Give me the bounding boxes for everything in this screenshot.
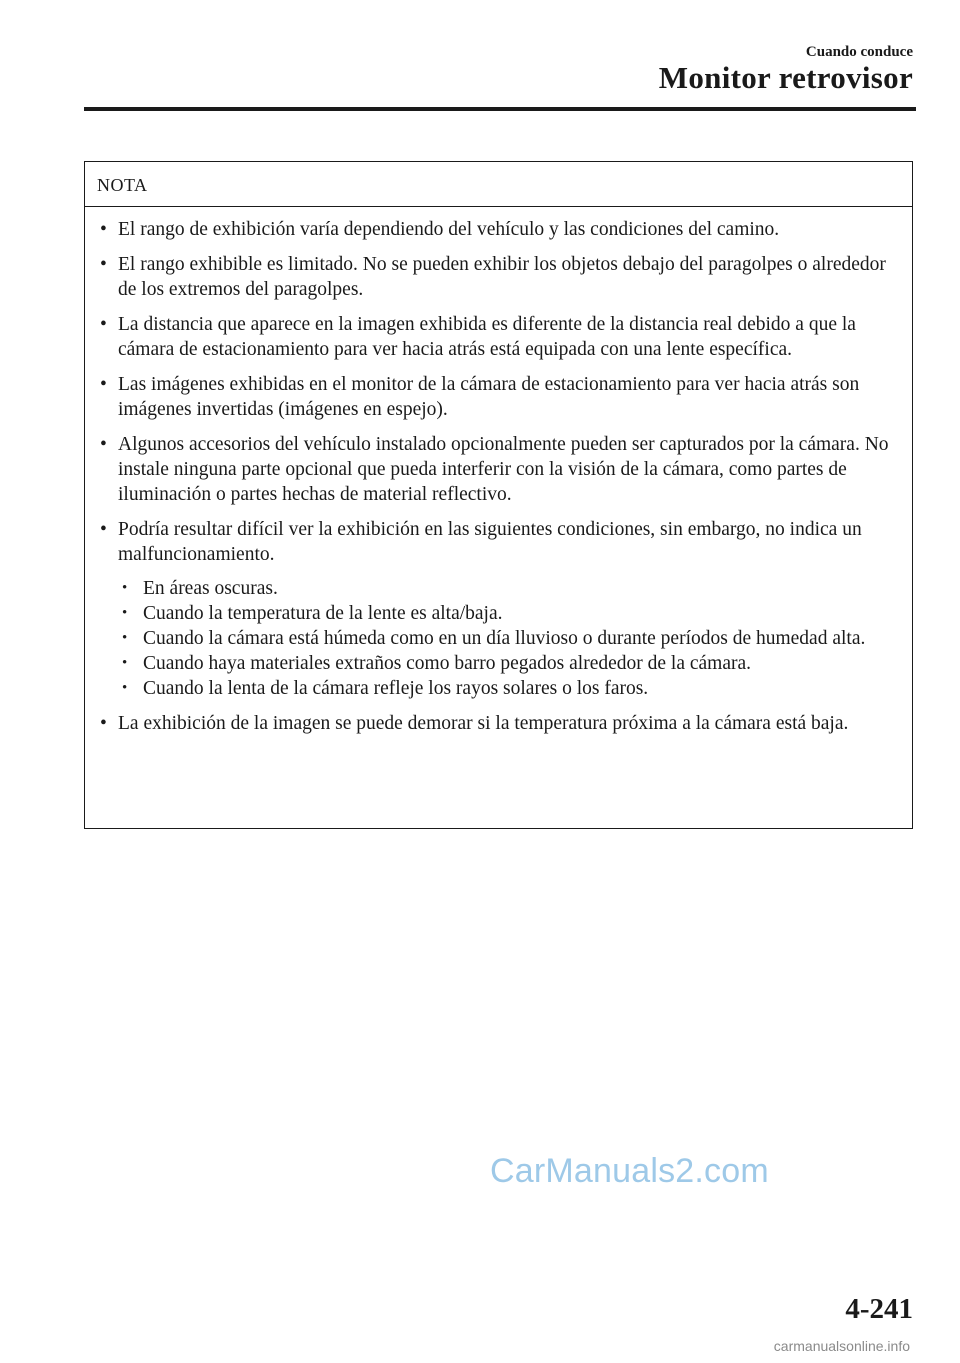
bullet-icon: • [100, 374, 107, 395]
condition-text: Cuando la cámara está húmeda como en un día lluvioso o durante períodos de humedad alta. [143, 628, 866, 649]
conditions-list [118, 576, 904, 701]
note-item-text: Algunos accesorios del vehículo instalado opcionalmente pueden ser capturados por la cámara. No instale ninguna parte opcional que pueda interferir con la visión de la cámara, como partes de iluminación o partes hechas de material reflectivo. [118, 434, 889, 505]
note-label: NOTA [85, 162, 912, 207]
condition-text: Cuando haya materiales extraños como barro pegados alrededor de la cámara. [143, 653, 752, 674]
note-list [85, 207, 912, 736]
condition-item-1 [118, 576, 904, 601]
note-item-7 [85, 711, 912, 736]
note-box [84, 161, 913, 829]
condition-item-5 [118, 676, 904, 701]
note-item-text: La exhibición de la imagen se puede demorar si la temperatura próxima a la cámara está baja. [118, 713, 849, 734]
condition-item-3 [118, 626, 904, 651]
condition-text: Cuando la lenta de la cámara refleje los rayos solares o los faros. [143, 678, 649, 699]
note-item-text: Las imágenes exhibidas en el monitor de la cámara de estacionamiento para ver hacia atrás son imágenes invertidas (imágenes en espejo). [118, 374, 860, 420]
note-item-5 [85, 432, 912, 507]
note-item-text: El rango exhibible es limitado. No se pueden exhibir los objetos debajo del paragolpes o alrededor de los extremos del paragolpes. [118, 254, 886, 300]
section-title: Cuando conduce [805, 44, 913, 60]
footer-watermark: carmanualsonline.info [773, 1338, 910, 1354]
bullet-icon: • [100, 219, 107, 240]
note-item-2 [85, 252, 912, 302]
page-title: Monitor retrovisor [658, 60, 913, 95]
note-item-text: El rango de exhibición varía dependiendo del vehículo y las condiciones del camino. [118, 219, 780, 240]
condition-item-4 [118, 651, 904, 676]
condition-text: En áreas oscuras. [143, 578, 278, 599]
note-item-1 [85, 217, 912, 242]
bullet-icon: • [100, 519, 107, 540]
bullet-icon: • [100, 254, 107, 275]
page-number: 4-241 [845, 1293, 913, 1325]
note-item-3 [85, 312, 912, 362]
sub-bullet-icon: • [122, 605, 128, 621]
sub-bullet-icon: • [122, 580, 128, 596]
note-item-4 [85, 372, 912, 422]
condition-text: Cuando la temperatura de la lente es alta/baja. [143, 603, 503, 624]
sub-bullet-icon: • [122, 680, 128, 696]
note-item-6 [85, 517, 912, 701]
note-item-text: Podría resultar difícil ver la exhibición en las siguientes condiciones, sin embargo, no indica un malfuncionamiento. [118, 519, 862, 565]
watermark-text: CarManuals2.com [490, 1152, 769, 1190]
note-item-text: La distancia que aparece en la imagen exhibida es diferente de la distancia real debido a que la cámara de estacionamiento para ver hacia atrás está equipada con una lente específica. [118, 314, 856, 360]
bullet-icon: • [100, 314, 107, 335]
bullet-icon: • [100, 434, 107, 455]
condition-item-2 [118, 601, 904, 626]
bullet-icon: • [100, 713, 107, 734]
sub-bullet-icon: • [122, 655, 128, 671]
header-divider [84, 107, 916, 111]
sub-bullet-icon: • [122, 630, 128, 646]
